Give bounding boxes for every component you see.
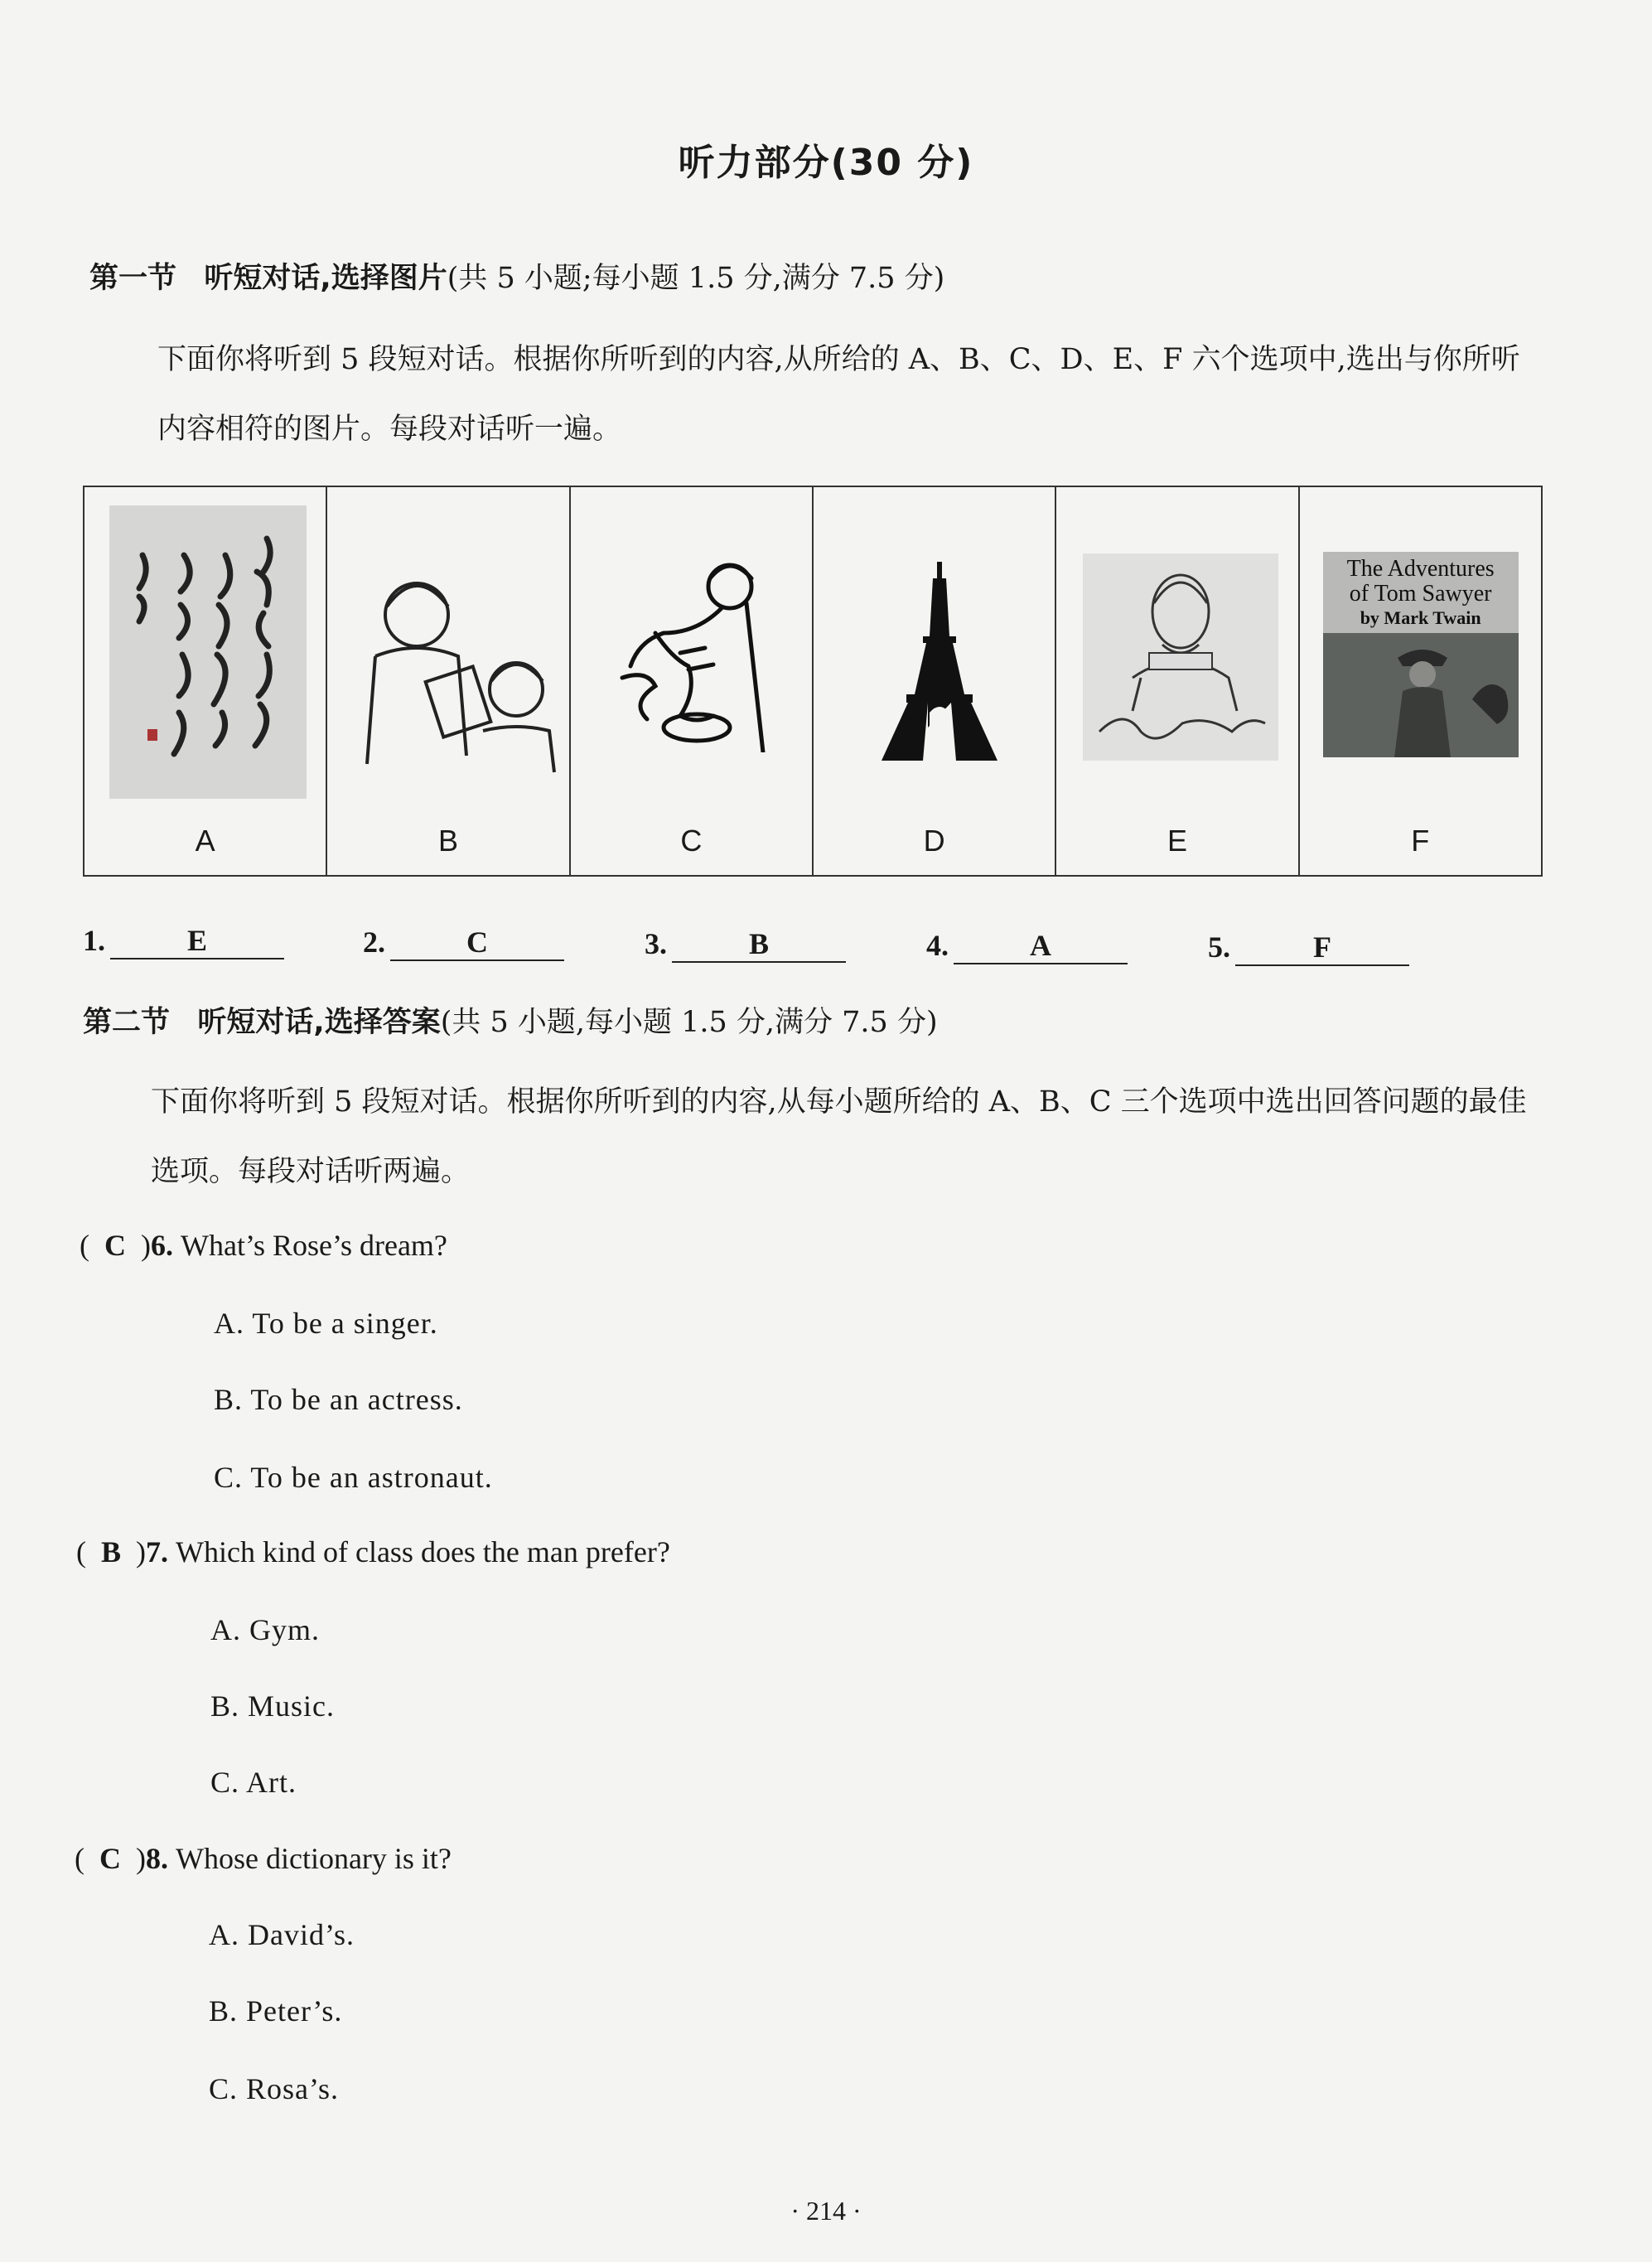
answer-blank[interactable]: C	[390, 925, 564, 961]
option-8b[interactable]: B. Peter’s.	[209, 1994, 343, 2028]
question-7: ( B )7. Which kind of class does the man prefer?	[76, 1535, 670, 1568]
option-6c[interactable]: C. To be an astronaut.	[214, 1461, 493, 1494]
section2-instruction-text: 下面你将听到 5 段短对话。根据你所听到的内容,从每小题所给的 A、B、C 三个选项中选出回答问题的最佳选项。每段对话听两遍。	[151, 1085, 1527, 1188]
question-text: Whose dictionary is it?	[176, 1842, 452, 1875]
question-6: ( C )6. What’s Rose’s dream?	[80, 1229, 447, 1262]
section1-label: 第一节	[89, 262, 177, 295]
picture-letter: B	[437, 824, 458, 858]
picture-cell-a	[85, 487, 327, 875]
option-7b[interactable]: B. Music.	[210, 1689, 336, 1723]
book-title-line1: The Adventures	[1346, 556, 1495, 582]
section2-heading	[83, 999, 938, 1041]
question-text: What’s Rose’s dream?	[181, 1229, 447, 1262]
picture-letter: D	[923, 824, 945, 858]
question-number: 8.	[146, 1842, 168, 1875]
girl-boy-book-icon	[327, 487, 568, 802]
answer-blank[interactable]: F	[1235, 930, 1409, 966]
section1-instruction-text: 下面你将听到 5 段短对话。根据你所听到的内容,从所给的 A、B、C、D、E、F 六个选项中,选出与你所听内容相符的图片。每段对话听一遍。	[157, 343, 1520, 446]
calligraphy-scroll-icon	[85, 487, 326, 802]
section1-title: 听短对话,选择图片	[204, 262, 447, 295]
picture-table	[83, 486, 1543, 877]
option-7c[interactable]: C. Art.	[210, 1766, 297, 1799]
picture-letter: C	[680, 824, 703, 858]
question-text: Which kind of class does the man prefer?	[176, 1535, 670, 1568]
section1-instruction	[88, 325, 1546, 464]
answer-4[interactable]	[926, 928, 1128, 964]
picture-letter: A	[195, 824, 215, 858]
answer-mark[interactable]: C	[99, 1842, 121, 1875]
question-number: 7.	[146, 1535, 169, 1568]
answer-blank[interactable]: A	[954, 928, 1128, 964]
answer-number: 5.	[1208, 930, 1230, 964]
picture-cell-b	[327, 487, 570, 875]
picture-cell-f	[1300, 487, 1541, 875]
eiffel-tower-icon	[814, 487, 1055, 802]
picture-cell-c	[571, 487, 814, 875]
picture-letter: F	[1411, 824, 1430, 858]
option-6b[interactable]: B. To be an actress.	[214, 1383, 463, 1416]
picture-cell-d	[814, 487, 1056, 875]
answer-5[interactable]	[1208, 930, 1409, 966]
page-title: 听力部分(30 分)	[678, 142, 974, 184]
section2-note: (共 5 小题,每小题 1.5 分,满分 7.5 分)	[440, 1006, 938, 1039]
answer-3[interactable]	[645, 926, 846, 963]
question-number: 6.	[151, 1229, 173, 1262]
answer-2[interactable]	[363, 925, 564, 961]
option-8a[interactable]: A. David’s.	[209, 1918, 355, 1951]
answer-row	[83, 918, 1541, 968]
picture-cell-e	[1056, 487, 1299, 875]
answer-1[interactable]	[83, 923, 284, 959]
answer-number: 2.	[363, 926, 385, 959]
option-8c[interactable]: C. Rosa’s.	[209, 2072, 340, 2105]
section2-title: 听短对话,选择答案	[197, 1006, 441, 1039]
option-6a[interactable]: A. To be a singer.	[214, 1307, 438, 1340]
page-number: · 214 ·	[790, 2196, 862, 2226]
book-author: by Mark Twain	[1360, 607, 1481, 628]
section2-instruction	[81, 1067, 1539, 1206]
option-7a[interactable]: A. Gym.	[210, 1613, 320, 1646]
answer-mark[interactable]: C	[104, 1229, 126, 1262]
shakespeare-portrait-icon	[1056, 487, 1297, 802]
section1-heading	[89, 255, 944, 297]
answer-number: 1.	[83, 924, 105, 957]
answer-blank[interactable]: B	[672, 926, 846, 963]
answer-number: 3.	[645, 927, 667, 960]
book-title-line2: of Tom Sawyer	[1349, 581, 1492, 607]
section2-label: 第二节	[83, 1006, 171, 1039]
answer-number: 4.	[926, 929, 949, 962]
monkey-king-icon	[571, 487, 812, 802]
answer-blank[interactable]: E	[110, 923, 284, 959]
tom-sawyer-book-icon	[1300, 487, 1541, 802]
answer-mark[interactable]: B	[101, 1535, 122, 1568]
picture-letter: E	[1167, 824, 1187, 858]
section1-note: (共 5 小题;每小题 1.5 分,满分 7.5 分)	[447, 262, 945, 295]
question-8: ( C )8. Whose dictionary is it?	[75, 1842, 452, 1875]
